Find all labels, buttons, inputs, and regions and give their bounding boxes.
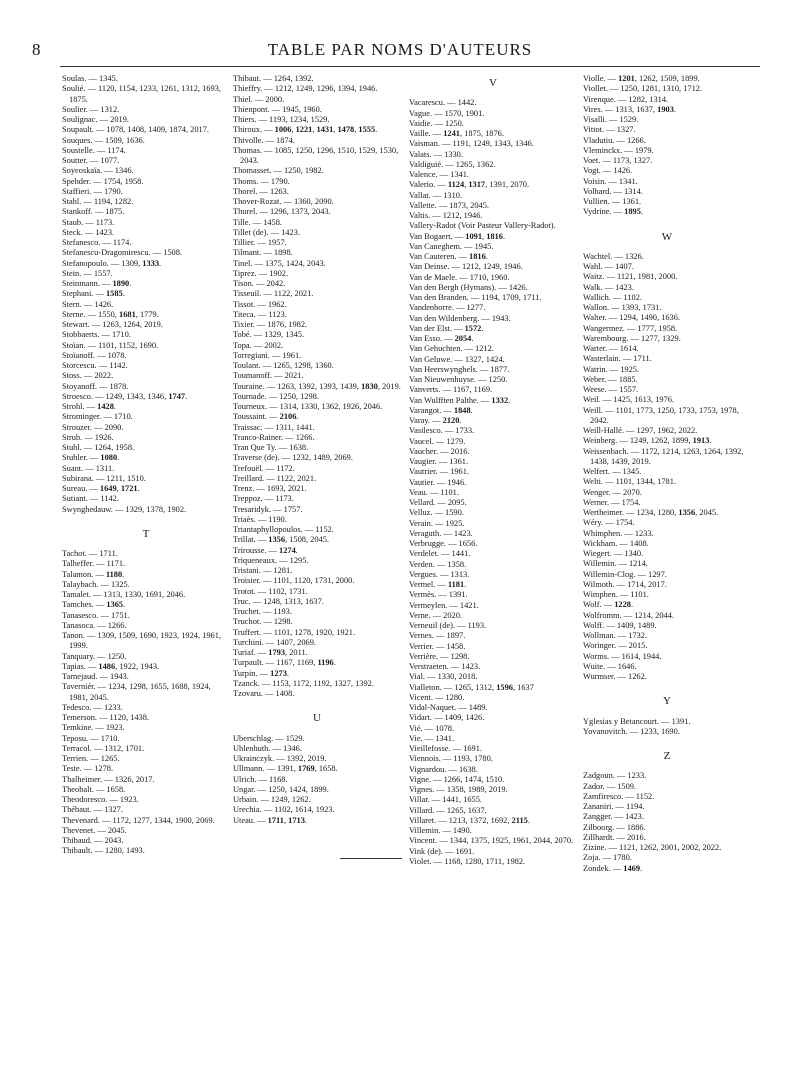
index-entry: Vleminckx. — 1979. — [583, 145, 654, 155]
index-entry: Wollman. — 1732. — [583, 631, 647, 640]
index-entry: Verdelet. — 1441. — [409, 549, 471, 559]
index-entry: Waitz. — 1121, 1981, 2000. — [583, 272, 678, 282]
index-entry: Soulignac. — 2019. — [62, 115, 129, 124]
index-entry: Thiel. — 2000. — [233, 94, 285, 104]
index-entry: Tixier. — 1876, 1982. — [233, 320, 308, 329]
index-entry: Verain. — 1925. — [409, 518, 465, 528]
index-entry: Vicent. — 1280. — [409, 692, 465, 702]
index-entry: Tedesco. — 1233. — [62, 702, 123, 712]
index-entry: Thiroux. — 1006, 1221, 1431, 1478, 1555. — [233, 125, 378, 135]
index-entry: Zizine. — 1121, 1262, 2001, 2002, 2022. — [583, 843, 722, 852]
index-entry: Valerio. — 1124, 1317, 1391, 2070. — [409, 180, 530, 190]
index-entry: Viollet. — 1250, 1281, 1310, 1712. — [583, 84, 703, 94]
index-entry: Stefanescu-Dragomirescu. — 1508. — [62, 248, 183, 258]
index-entry: Vandenborre. — 1277. — [409, 303, 486, 313]
index-entry: Varangot. — 1848. — [409, 405, 473, 415]
index-entry: Stoss. — 2022. — [62, 371, 114, 381]
index-entry: Vergues. — 1313. — [409, 569, 470, 579]
index-entry: Wickham. — 1408. — [583, 538, 649, 548]
index-entry: Strohl. — 1428. — [62, 402, 116, 411]
index-column-4 — [583, 74, 751, 874]
index-entry: Virenque. — 1282, 1314. — [583, 94, 669, 104]
index-entry: Tran Que Ty. — 1638. — [233, 443, 309, 452]
index-entry: Tissot. — 1962. — [233, 299, 287, 309]
index-entry: Vires. — 1313, 1637, 1903. — [583, 104, 677, 114]
index-entry: Troisier. — 1101, 1120, 1731, 2000. — [233, 576, 355, 586]
index-entry: Stefanesco. — 1174. — [62, 238, 132, 247]
index-entry: Talamon. — 1180. — [62, 569, 125, 579]
index-entry: Wolf. — 1228. — [583, 600, 634, 610]
index-entry: Vieillefosse. — 1691. — [409, 744, 482, 753]
index-entry: Stoyanoff. — 1878. — [62, 381, 129, 391]
index-entry: Stuhl. — 1264, 1958. — [62, 443, 135, 452]
index-entry: Stroesco. — 1249, 1343, 1346, 1747. — [62, 391, 188, 401]
index-entry: Van den Wildenberg. — 1943. — [409, 313, 511, 323]
index-entry: Vaidie. — 1250. — [409, 118, 464, 128]
index-entry: Yglesias y Betancourt. — 1391. — [583, 716, 691, 726]
index-entry: Vignes. — 1358, 1989, 2019. — [409, 785, 508, 794]
index-entry: Veraguth. — 1423. — [409, 528, 473, 538]
index-entry: Truffert. — 1101, 1278, 1920, 1921. — [233, 627, 356, 637]
index-entry: Wertheimer. — 1234, 1280, 1356, 2045. — [583, 508, 719, 517]
section-letter-u: U — [313, 712, 321, 725]
index-entry: Wangermez. — 1777, 1958. — [583, 323, 678, 333]
index-entry: Stankoff. — 1875. — [62, 207, 125, 217]
index-entry: Tourneux. — 1314, 1330, 1362, 1926, 2046. — [233, 402, 383, 411]
index-entry: Van Geluwe. — 1327, 1424. — [409, 354, 505, 364]
index-entry: Vautrier. — 1961. — [409, 467, 470, 477]
index-entry: Zillhardt. — 2016. — [583, 832, 646, 842]
index-entry: Turpin. — 1273. — [233, 668, 289, 678]
index-entry: Ukrainczyk. — 1392, 2019. — [233, 754, 327, 763]
index-entry: Vydrine. — 1895. — [583, 207, 644, 217]
page-number: 8 — [32, 40, 41, 59]
index-entry: Trefouël. — 1172. — [233, 463, 295, 473]
section-letter-w: W — [661, 230, 673, 243]
index-entry: Zilboorg. — 1886. — [583, 822, 646, 832]
index-entry: Vittot. — 1327. — [583, 125, 636, 135]
index-entry: Vautier. — 1946. — [409, 477, 467, 487]
index-entry: Stefanopoulo. — 1309, 1333. — [62, 258, 162, 268]
index-entry: Vie. — 1341. — [409, 733, 455, 743]
index-entry: Tresaridyk. — 1757. — [233, 504, 303, 514]
index-entry: Tranco-Rainer. — 1266. — [233, 432, 315, 442]
index-entry: Triaès. — 1190. — [233, 514, 287, 524]
index-entry: Tanquary. — 1250. — [62, 651, 127, 661]
index-entry: Thorel. — 1263. — [233, 186, 289, 196]
index-column-2 — [233, 74, 401, 826]
index-entry: Trenz. — 1693, 2021. — [233, 484, 307, 493]
index-column-3 — [409, 74, 577, 867]
index-entry: Vidart. — 1409, 1426. — [409, 713, 485, 723]
index-entry: Vaucel. — 1279. — [409, 436, 466, 446]
index-entry: Weil. — 1425, 1613, 1976. — [583, 395, 674, 405]
index-entry: Werner. — 1754. — [583, 497, 641, 507]
index-entry: Ullmann. — 1391, 1769, 1658. — [233, 764, 338, 774]
index-entry: Whimphen. — 1233. — [583, 528, 654, 538]
index-entry: Zamfiresco. — 1152. — [583, 791, 655, 801]
index-entry: Weill. — 1101, 1773, 1250, 1733, 1753, 1978, 2042. — [583, 405, 739, 425]
index-entry: Torregiani. — 1961. — [233, 350, 302, 360]
index-entry: Velluz. — 1590. — [409, 508, 464, 518]
index-entry: Tristani. — 1281. — [233, 566, 293, 575]
index-entry: Wolfromm. — 1214, 2044. — [583, 610, 674, 620]
index-entry: Vié. — 1078. — [409, 723, 455, 733]
index-entry: Terrien. — 1265. — [62, 754, 120, 763]
index-entry: Toulant. — 1265, 1298, 1360. — [233, 361, 334, 370]
index-entry: Weinberg. — 1249, 1262, 1899, 1913. — [583, 436, 712, 446]
index-entry: Tarnejaud. — 1943. — [62, 672, 129, 681]
index-entry: Spehder. — 1754, 1958. — [62, 176, 144, 186]
index-entry: Walk. — 1423. — [583, 282, 634, 292]
index-entry: Van Nieuwenhuyse. — 1250. — [409, 375, 508, 384]
section-letter-z: Z — [663, 750, 671, 762]
index-entry: Zangger. — 1423. — [583, 812, 644, 822]
index-entry: Van Heerswynghels. — 1877. — [409, 364, 510, 374]
index-entry: Van den Branden. — 1194, 1709, 1711. — [409, 293, 542, 302]
index-entry: Vignardou. — 1638. — [409, 764, 478, 774]
index-entry: Vidal-Naquet. — 1489. — [409, 703, 488, 712]
index-entry: Staub. — 1173. — [62, 217, 115, 227]
index-entry: Tournade. — 1250, 1298. — [233, 391, 319, 401]
index-entry: Vigne. — 1266, 1474, 1510. — [409, 774, 505, 784]
index-entry: Tanasoca. — 1266. — [62, 620, 127, 630]
index-entry: Turpault. — 1167, 1169, 1196. — [233, 658, 336, 668]
index-entry: Triqueneaux. — 1295. — [233, 555, 309, 565]
index-entry: Yovanovitch. — 1233, 1690. — [583, 726, 680, 736]
index-entry: Trirousse. — 1274. — [233, 545, 298, 555]
index-entry: Verne. — 2020. — [409, 610, 463, 620]
index-entry: Varay. — 2120. — [409, 416, 462, 425]
index-entry: Vink (de). — 1691. — [409, 846, 475, 856]
index-entry: Thibaut. — 1264, 1392. — [233, 74, 314, 83]
index-entry: Wurmser. — 1262. — [583, 672, 647, 681]
index-entry: Wiegert. — 1340. — [583, 549, 644, 558]
index-entry: Storcescu. — 1142. — [62, 361, 128, 370]
index-entry: Soulié. — 1120, 1154, 1233, 1261, 1312, 1693, 1875. — [62, 84, 221, 104]
index-entry: Souques. — 1509, 1636. — [62, 135, 145, 145]
index-entry: Terracol. — 1312, 1701. — [62, 743, 145, 753]
index-column-1 — [62, 74, 230, 857]
index-entry: Veau. — 1101. — [409, 487, 459, 497]
index-entry: Thurel. — 1296, 1373, 2043. — [233, 207, 331, 217]
index-entry: Stobbaerts. — 1710. — [62, 330, 131, 340]
index-entry: Voet. — 1173, 1327. — [583, 156, 653, 165]
index-entry: Tapias. — 1486, 1922, 1943. — [62, 661, 160, 671]
index-entry: Zoja. — 1780. — [583, 853, 632, 863]
index-entry: Verbrugge. — 1656. — [409, 539, 478, 548]
index-entry: Ulrich. — 1168. — [233, 774, 288, 784]
index-entry: Verstraeten. — 1423. — [409, 662, 481, 671]
index-entry: Thomasset. — 1250, 1982. — [233, 166, 324, 176]
index-entry: Thiers. — 1193, 1234, 1529. — [233, 115, 330, 124]
index-entry: Trotot. — 1102, 1731. — [233, 586, 308, 596]
index-entry: Van Esso. — 2054. — [409, 334, 474, 343]
index-entry: Soutter. — 1077. — [62, 156, 120, 165]
index-entry: Stephani. — 1585. — [62, 289, 125, 299]
index-entry: Warter. — 1614. — [583, 344, 639, 353]
index-entry: Wilmoth. — 1714, 2017. — [583, 579, 667, 589]
index-entry: Temkine. — 1923. — [62, 723, 125, 733]
index-entry: Treppoz. — 1173. — [233, 494, 294, 504]
end-rule — [340, 858, 402, 859]
index-entry: Tzovaru. — 1408. — [233, 689, 295, 698]
index-entry: Talaybach. — 1325. — [62, 579, 130, 589]
index-entry: Van Cauteren. — 1816. — [409, 252, 488, 261]
index-entry: Vallette. — 1873, 2045. — [409, 200, 490, 210]
index-entry: Van der Elst. — 1572. — [409, 323, 484, 333]
index-entry: Vaisman. — 1191, 1249, 1343, 1346. — [409, 139, 534, 149]
index-entry: Taverniér. — 1234, 1298, 1655, 1688, 1924, 1981, 2045. — [62, 682, 211, 702]
index-entry: Watrin. — 1925. — [583, 364, 640, 374]
index-entry: Wallich. — 1102. — [583, 292, 643, 302]
section-letter-y: Y — [663, 695, 671, 708]
index-entry: Van Caneghem. — 1945. — [409, 241, 494, 251]
index-entry: Tiprez. — 1902. — [233, 268, 289, 278]
index-entry: Sterne. — 1550, 1681, 1779. — [62, 309, 159, 319]
index-entry: Villar. — 1441, 1655. — [409, 795, 483, 805]
index-entry: Weissenbach. — 1172, 1214, 1263, 1264, 1392, 1438, 1439, 2019. — [583, 446, 744, 466]
index-entry: Tisseuil. — 1122, 2021. — [233, 289, 314, 299]
index-entry: Tinel. — 1375, 1424, 2043. — [233, 258, 326, 268]
index-entry: Truchot. — 1298. — [233, 617, 293, 627]
index-entry: Traissac. — 1311, 1441. — [233, 422, 315, 432]
index-entry: Vladutiu. — 1266. — [583, 135, 646, 145]
index-entry: Van Gehuchten. — 1212. — [409, 344, 494, 354]
index-entry: Vogt. — 1426. — [583, 166, 633, 176]
index-entry: Thalheimer. — 1326, 2017. — [62, 774, 155, 784]
index-entry: Stewart. — 1263, 1264, 2019. — [62, 320, 163, 329]
index-entry: Stein. — 1557. — [62, 268, 113, 278]
index-entry: Teposu. — 1710. — [62, 733, 120, 743]
index-entry: Wallon. — 1393, 1731. — [583, 303, 662, 312]
index-entry: Villemin. — 1490. — [409, 826, 472, 835]
index-entry: Voisin. — 1341. — [583, 176, 638, 186]
index-entry: Vial. — 1330, 2018. — [409, 672, 478, 682]
index-entry: Thoms. — 1790. — [233, 176, 290, 186]
index-entry: Thibault. — 1280, 1493. — [62, 846, 145, 856]
index-entry: Valence. — 1341. — [409, 170, 470, 179]
index-entry: Truc. — 1248, 1313, 1637. — [233, 596, 324, 606]
index-entry: Stahl. — 1194, 1282. — [62, 197, 134, 206]
index-entry: Tamalet. — 1313, 1330, 1691, 2046. — [62, 590, 186, 599]
index-entry: Willemin-Clog. — 1297. — [583, 569, 667, 579]
index-entry: Soustelle. — 1174. — [62, 145, 126, 155]
index-entry: Vialleton. — 1265, 1312, 1596, 1637 — [409, 682, 534, 692]
index-entry: Urechia. — 1102, 1614, 1923. — [233, 805, 335, 815]
index-entry: Toumanoff. — 2021. — [233, 371, 304, 381]
index-entry: Wahl. — 1407. — [583, 262, 634, 271]
index-entry: Villaret. — 1213, 1372, 1692, 2115. — [409, 815, 530, 825]
index-entry: Sutiant. — 1142. — [62, 494, 119, 504]
index-entry: Tille. — 1458. — [233, 217, 283, 227]
index-entry: Strouzer. — 2090. — [62, 422, 124, 432]
index-entry: Stoïanoff. — 1078. — [62, 350, 127, 360]
section-letter-v: V — [489, 77, 497, 89]
index-entry: Wimphen. — 1101. — [583, 590, 649, 599]
index-entry: Tillet (de). — 1423. — [233, 227, 300, 237]
index-entry: Turchini. — 1407, 2069. — [233, 637, 316, 647]
index-entry: Wenger. — 2070. — [583, 487, 642, 497]
index-entry: Valdiguié. — 1265, 1362. — [409, 159, 496, 169]
index-entry: Verrière. — 1298. — [409, 651, 470, 661]
index-entry: Subirana. — 1211, 1510. — [62, 473, 146, 483]
index-entry: Thienpont. — 1945, 1960. — [233, 104, 322, 114]
index-entry: Topa. — 2002. — [233, 340, 284, 350]
index-entry: Welfert. — 1345. — [583, 467, 642, 476]
index-entry: Wachtel. — 1326. — [583, 251, 644, 261]
index-entry: Temerson. — 1120, 1438. — [62, 713, 150, 722]
index-entry: Zondek. — 1469. — [583, 863, 643, 873]
index-entry: Vaucher. — 2016. — [409, 446, 470, 456]
index-entry: Weese. — 1557. — [583, 385, 639, 394]
index-entry: Suant. — 1311. — [62, 463, 115, 473]
index-entry: Tilmant. — 1898. — [233, 248, 293, 258]
index-entry: Vullien. — 1361. — [583, 197, 642, 206]
index-entry: Villard. — 1265, 1637. — [409, 805, 487, 815]
index-entry: Tanon. — 1309, 1509, 1690, 1923, 1924, 1961, 1999. — [62, 631, 221, 651]
index-entry: Van Deinse. — 1212, 1249, 1946. — [409, 262, 523, 272]
index-entry: Vermel. — 1181. — [409, 580, 467, 589]
index-entry: Vellard. — 2095. — [409, 498, 467, 507]
index-entry: Vermeylen. — 1421. — [409, 600, 479, 610]
index-entry: Uhlenhuth. — 1346. — [233, 743, 302, 753]
index-entry: Zador. — 1509. — [583, 781, 637, 791]
index-entry: Urbain. — 1249, 1262. — [233, 795, 311, 804]
index-entry: Van den Bergh (Hymans). — 1426. — [409, 282, 528, 292]
index-entry: Turiaf. — 1793, 2011. — [233, 648, 308, 657]
index-entry: Thevenard. — 1172, 1277, 1344, 1900, 2069. — [62, 815, 215, 825]
index-entry: Thover-Rozat. — 1360, 2090. — [233, 197, 334, 206]
index-entry: Viennois. — 1193, 1780. — [409, 754, 493, 764]
index-entry: Tanasesco. — 1751. — [62, 610, 130, 620]
index-entry: Talheffer. — 1171. — [62, 559, 126, 569]
index-entry: Vaugier. — 1361. — [409, 457, 469, 466]
index-entry: Vasilesco. — 1733. — [409, 426, 475, 436]
index-entry: Vallery-Radot (Voir Pasteur Vallery-Radot). — [409, 221, 556, 231]
index-entry: Verden. — 1358. — [409, 559, 467, 569]
index-entry: Soulier. — 1312. — [62, 104, 120, 114]
index-entry: Tachot. — 1711. — [62, 549, 118, 558]
index-entry: Sureau. — 1649, 1721. — [62, 484, 140, 493]
index-entry: Thibaud. — 2043. — [62, 836, 124, 845]
index-entry: Willemin. — 1214. — [583, 559, 648, 569]
index-entry: Ungar. — 1250, 1424, 1899. — [233, 784, 329, 794]
index-entry: Thieffry. — 1212, 1249, 1296, 1394, 1946. — [233, 84, 378, 94]
index-entry: Wasterlain. — 1711. — [583, 354, 652, 364]
index-entry: Wolff. — 1409, 1489. — [583, 620, 657, 630]
index-entry: Uberschlag. — 1529. — [233, 733, 305, 743]
index-entry: Welti. — 1101, 1344, 1781. — [583, 477, 676, 487]
index-entry: Steck. — 1423. — [62, 227, 115, 237]
index-entry: Uteau. — 1711, 1713. — [233, 815, 307, 825]
section-letter-t: T — [142, 527, 150, 540]
index-entry: Trillat. — 1356, 1508, 2045. — [233, 535, 330, 545]
header-rule — [60, 66, 760, 67]
index-entry: Vanverts. — 1167, 1169. — [409, 385, 493, 395]
index-entry: Traverse (de). — 1232, 1489, 2069. — [233, 453, 353, 463]
index-entry: Visalli. — 1529. — [583, 115, 639, 124]
index-entry: Tison. — 2042. — [233, 279, 286, 288]
index-entry: Stern. — 1426. — [62, 299, 114, 309]
index-entry: Woringer. — 2015. — [583, 641, 648, 651]
index-entry: Tamches. — 1365. — [62, 600, 126, 610]
index-entry: Vaille. — 1241, 1875, 1876. — [409, 129, 504, 138]
index-entry: Vacarescu. — 1442. — [409, 98, 477, 108]
index-entry: Treillard. — 1122, 2021. — [233, 473, 317, 483]
index-entry: Tzanck. — 1153, 1172, 1192, 1327, 1392. — [233, 678, 374, 688]
index-entry: Stoïan. — 1101, 1152, 1690. — [62, 340, 159, 350]
index-entry: Valtis. — 1212, 1946. — [409, 211, 483, 220]
running-title: TABLE PAR NOMS D'AUTEURS — [267, 40, 533, 59]
index-entry: Thébaut. — 1327. — [62, 805, 123, 815]
index-entry: Titeca. — 1123. — [233, 309, 287, 319]
index-entry: Wéry. — 1754. — [583, 518, 635, 528]
index-entry: Vincent. — 1344, 1375, 1925, 1961, 2044, 2070. — [409, 836, 574, 846]
index-entry: Vallat. — 1310. — [409, 190, 463, 200]
index-entry: Steinmann. — 1890. — [62, 279, 132, 288]
index-entry: Zadgoun. — 1233. — [583, 771, 647, 781]
index-entry: Wuite. — 1646. — [583, 661, 637, 671]
index-entry: Walter. — 1294, 1490, 1636. — [583, 313, 681, 323]
index-entry: Worms. — 1614, 1944. — [583, 651, 662, 661]
index-entry: Staffieri. — 1790. — [62, 186, 123, 196]
index-entry: Teste. — 1278. — [62, 764, 114, 774]
index-entry: Thomas. — 1085, 1250, 1296, 1510, 1529, 1530, 2043. — [233, 145, 399, 165]
index-entry: Verneuil (de). — 1193. — [409, 621, 487, 630]
index-entry: Soyeoskaïa. — 1346. — [62, 166, 134, 176]
index-entry: Triantaphyllopoulos. — 1152. — [233, 525, 334, 534]
index-entry: Theodoresco. — 1923. — [62, 795, 139, 804]
index-entry: Violet. — 1168, 1280, 1711, 1982. — [409, 856, 526, 866]
index-entry: Strominger. — 1710. — [62, 412, 133, 422]
index-entry: Verrier. — 1458. — [409, 641, 466, 651]
index-entry: Van Wulfften Palthe. — 1332. — [409, 395, 511, 405]
index-entry: Van de Maele. — 1710, 1960. — [409, 272, 510, 282]
index-entry: Thevenet. — 2045. — [62, 825, 127, 835]
index-entry: Toussaint. — 2106. — [233, 412, 299, 422]
index-entry: Van Bogaert. — 1091, 1816. — [409, 231, 506, 241]
index-entry: Stuhler. — 1080. — [62, 453, 120, 463]
index-entry: Tillier. — 1957. — [233, 238, 287, 247]
index-entry: Swynghedauw. — 1329, 1378, 1902. — [62, 504, 187, 514]
index-entry: Strub. — 1926. — [62, 432, 114, 442]
index-entry: Zananiri. — 1194. — [583, 802, 645, 811]
index-entry: Soulas. — 1345. — [62, 74, 118, 83]
index-entry: Tobé. — 1329, 1345. — [233, 330, 305, 340]
index-entry: Touraine. — 1263, 1392, 1393, 1439, 1830, 2019. — [233, 381, 401, 391]
index-entry: Weill-Hallé. — 1297, 1962, 2022. — [583, 426, 698, 435]
index-entry: Thivolle. — 1874. — [233, 135, 295, 145]
index-entry: Theobalt. — 1658. — [62, 784, 126, 794]
index-entry: Vernes. — 1897. — [409, 631, 466, 641]
index-entry: Soupault. — 1078, 1408, 1409, 1874, 2017. — [62, 125, 210, 135]
index-entry: Warembourg. — 1277, 1329. — [583, 333, 681, 343]
index-entry: Vermès. — 1391. — [409, 590, 468, 600]
index-entry: Violle. — 1201, 1262, 1509, 1899. — [583, 74, 700, 83]
index-entry: Truchet. — 1193. — [233, 607, 292, 616]
index-entry: Vague. — 1570, 1901. — [409, 108, 485, 118]
index-entry: Valats. — 1330. — [409, 149, 463, 159]
index-entry: Volhard. — 1314. — [583, 186, 643, 196]
index-entry: Weber. — 1885. — [583, 374, 638, 384]
